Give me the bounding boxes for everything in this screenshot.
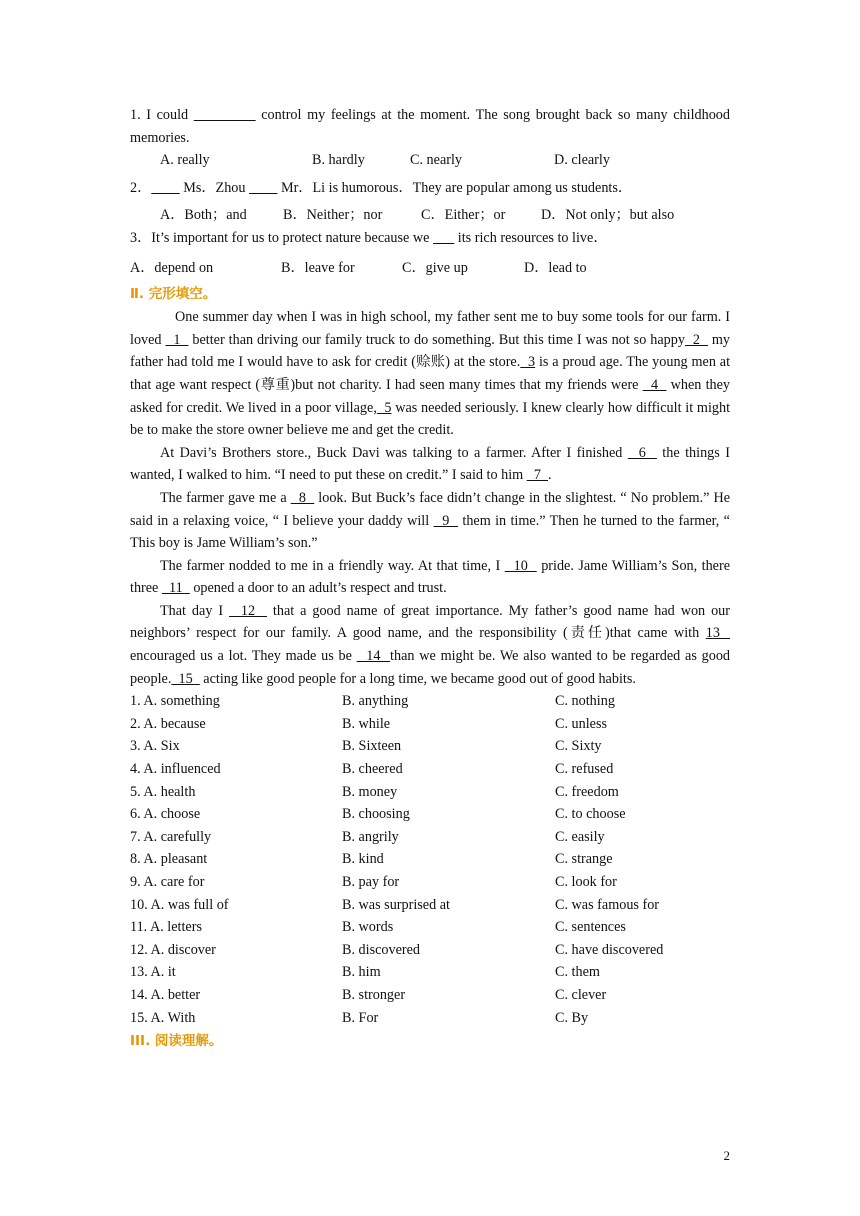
cloze-option-2-c[interactable]: C. unless bbox=[555, 715, 608, 732]
q3-option-a[interactable]: A．depend on bbox=[130, 259, 214, 276]
cloze-option-4-b[interactable]: B. cheered bbox=[342, 761, 403, 778]
page-number: 2 bbox=[723, 1148, 730, 1163]
question-2-blank-2[interactable] bbox=[249, 180, 277, 196]
cloze-option-14-c[interactable]: C. clever bbox=[555, 986, 607, 1003]
p1-text-a: One summer day when I was in high school, my father sent me to buy some tools for our farm. I loved bbox=[130, 309, 730, 348]
passage-paragraph-3 bbox=[130, 487, 730, 555]
p3-text-b: look. But Buck’s face didn’t change in the slightest. “ No problem.” He said in a relaxing voice, “ I believe your daddy will bbox=[130, 489, 730, 529]
p3-text-a: The farmer gave me a bbox=[160, 489, 291, 506]
q3-option-b[interactable]: B．leave for bbox=[281, 259, 355, 276]
cloze-option-13-a[interactable]: 13. A. it bbox=[130, 964, 176, 981]
cloze-option-8-c[interactable]: C. strange bbox=[555, 851, 613, 868]
question-2-text-mid: Ms．Zhou bbox=[179, 179, 250, 196]
q1-option-d[interactable]: D. clearly bbox=[554, 152, 610, 169]
cloze-option-6-a[interactable]: 6. A. choose bbox=[130, 806, 201, 823]
cloze-option-7-c[interactable]: C. easily bbox=[555, 828, 605, 845]
p4-text-b: pride. Jame William’s Son, there three bbox=[130, 557, 731, 597]
question-1-text-start: 1. I could bbox=[130, 107, 189, 123]
cloze-option-10-a[interactable]: 10. A. was full of bbox=[130, 896, 229, 913]
question-2-text-end: Mr．Li is humorous．They are popular among us students． bbox=[277, 179, 633, 196]
cloze-option-9-b[interactable]: B. pay for bbox=[342, 874, 400, 890]
question-1-options bbox=[130, 149, 730, 172]
cloze-option-5-c[interactable]: C. freedom bbox=[555, 783, 619, 800]
question-3-text-end: its rich resources to live． bbox=[454, 229, 608, 246]
passage-paragraph-4 bbox=[130, 555, 730, 600]
cloze-option-2-a[interactable]: 2. A. because bbox=[130, 715, 206, 732]
question-1-text-end: control my feelings at the moment. The song brought back so many childhood memories. bbox=[130, 107, 730, 146]
p3-text-c: them in time.” Then he turned to the farmer, “ This boy is Jame William’s son.” bbox=[130, 512, 730, 552]
blank-15[interactable]: 15 bbox=[171, 670, 200, 687]
p1-text-d: is a proud age. The young men at that age want respect (尊重)but not charity. I had seen many times that my friends were bbox=[130, 354, 731, 393]
cloze-option-15-b[interactable]: B. For bbox=[342, 1009, 379, 1026]
cloze-option-13-c[interactable]: C. them bbox=[555, 964, 600, 981]
blank-8[interactable]: 8 bbox=[290, 489, 315, 506]
question-3 bbox=[130, 227, 730, 250]
blank-3[interactable]: 3 bbox=[520, 354, 536, 371]
question-2-options bbox=[130, 204, 730, 227]
section-3-heading: III. 阅读理解。 bbox=[130, 1033, 223, 1050]
cloze-option-4-a[interactable]: 4. A. influenced bbox=[130, 761, 221, 778]
cloze-option-14-a[interactable]: 14. A. better bbox=[130, 986, 201, 1003]
cloze-option-14-b[interactable]: B. stronger bbox=[342, 986, 406, 1003]
p4-text-c: opened a door to an adult’s respect and trust. bbox=[189, 580, 447, 597]
p1-text-c: my father had told me I would have to ask for credit (赊账) at the store. bbox=[130, 331, 730, 371]
p1-text-e: when they asked for credit. We lived in a poor village, bbox=[130, 376, 731, 416]
cloze-option-5-a[interactable]: 5. A. health bbox=[130, 783, 196, 800]
blank-9[interactable]: 9 bbox=[433, 512, 459, 529]
cloze-option-6-b[interactable]: B. choosing bbox=[342, 806, 410, 823]
cloze-option-11-c[interactable]: C. sentences bbox=[555, 919, 626, 936]
cloze-option-7-b[interactable]: B. angrily bbox=[342, 828, 399, 845]
q3-option-c[interactable]: C．give up bbox=[402, 259, 468, 276]
cloze-option-12-a[interactable]: 12. A. discover bbox=[130, 941, 216, 958]
passage-paragraph-1 bbox=[130, 306, 730, 442]
cloze-option-15-c[interactable]: C. By bbox=[555, 1009, 589, 1026]
blank-10[interactable]: 10 bbox=[504, 557, 537, 574]
question-3-text-start: 3．It’s important for us to protect nature because we bbox=[130, 229, 433, 246]
question-2-blank-1[interactable] bbox=[151, 180, 179, 196]
question-1-blank[interactable] bbox=[194, 107, 256, 123]
cloze-option-3-b[interactable]: B. Sixteen bbox=[342, 738, 402, 755]
blank-13[interactable]: 13 bbox=[705, 625, 731, 642]
cloze-option-11-b[interactable]: B. words bbox=[342, 919, 394, 936]
cloze-option-3-a[interactable]: 3. A. Six bbox=[130, 738, 180, 755]
cloze-option-5-b[interactable]: B. money bbox=[342, 783, 398, 800]
cloze-option-1-c[interactable]: C. nothing bbox=[555, 693, 615, 710]
passage-paragraph-5 bbox=[130, 600, 730, 690]
q2-option-c[interactable]: C．Either；or bbox=[421, 207, 506, 224]
cloze-option-1-a[interactable]: 1. A. something bbox=[130, 693, 220, 710]
p1-text-b: better than driving our family truck to do something. But this time I was not so happy bbox=[188, 331, 685, 348]
cloze-option-10-c[interactable]: C. was famous for bbox=[555, 896, 660, 913]
cloze-options-table bbox=[130, 690, 730, 1029]
blank-1[interactable]: 1 bbox=[165, 331, 189, 348]
section-2-heading: Ⅱ. 完形填空。 bbox=[130, 286, 217, 303]
q1-option-a[interactable]: A. really bbox=[160, 152, 210, 169]
q3-option-d[interactable]: D．lead to bbox=[524, 259, 587, 276]
p2-text-a: At Davi’s Brothers store., Buck Davi was talking to a farmer. After I finished bbox=[160, 444, 628, 461]
p5-text-a: That day I bbox=[160, 602, 230, 619]
blank-12[interactable]: 12 bbox=[229, 602, 267, 619]
cloze-option-9-c[interactable]: C. look for bbox=[555, 874, 617, 890]
question-1 bbox=[130, 104, 730, 149]
question-3-blank[interactable] bbox=[433, 230, 454, 246]
cloze-option-12-b[interactable]: B. discovered bbox=[342, 941, 421, 958]
cloze-option-10-b[interactable]: B. was surprised at bbox=[342, 896, 450, 913]
blank-2[interactable]: 2 bbox=[684, 331, 708, 348]
question-2 bbox=[130, 177, 730, 200]
cloze-option-12-c[interactable]: C. have discovered bbox=[555, 941, 664, 958]
p1-text-f: was needed seriously. I knew clearly how difficult it might be to make the store owner believe me and get the credit. bbox=[130, 399, 731, 439]
blank-4[interactable]: 4 bbox=[642, 376, 667, 393]
cloze-option-13-b[interactable]: B. him bbox=[342, 964, 381, 981]
q2-option-d[interactable]: D．Not only；but also bbox=[541, 207, 675, 224]
cloze-option-15-a[interactable]: 15. A. With bbox=[130, 1009, 196, 1026]
p2-text-b: the things I wanted, I walked to him. “I need to put these on credit.” I said to him bbox=[130, 444, 730, 484]
p5-text-b: that a good name of great importance. My father’s good name had won our neighbors’ respect for our family. A good name, and the responsibility (责任)that came with bbox=[130, 602, 730, 642]
blank-14[interactable]: 14 bbox=[356, 648, 391, 665]
cloze-option-3-c[interactable]: C. Sixty bbox=[555, 738, 602, 755]
q1-option-c[interactable]: C. nearly bbox=[410, 152, 463, 169]
cloze-option-11-a[interactable]: 11. A. letters bbox=[130, 919, 202, 936]
q1-option-b[interactable]: B. hardly bbox=[312, 152, 365, 169]
cloze-option-8-a[interactable]: 8. A. pleasant bbox=[130, 851, 208, 868]
p5-text-d: than we might be. We also wanted to be regarded as good people. bbox=[130, 648, 731, 687]
cloze-option-8-b[interactable]: B. kind bbox=[342, 851, 384, 868]
blank-7[interactable]: 7 bbox=[526, 467, 549, 484]
cloze-option-6-c[interactable]: C. to choose bbox=[555, 806, 626, 823]
blank-11[interactable]: 11 bbox=[161, 580, 190, 597]
cloze-option-4-c[interactable]: C. refused bbox=[555, 761, 614, 778]
passage-paragraph-2 bbox=[130, 442, 730, 487]
p5-text-c: encouraged us a lot. They made us be bbox=[130, 648, 357, 665]
question-2-number: 2． bbox=[130, 179, 152, 196]
cloze-option-2-b[interactable]: B. while bbox=[342, 715, 391, 732]
p4-text-a: The farmer nodded to me in a friendly way. At that time, I bbox=[160, 557, 505, 574]
blank-6[interactable]: 6 bbox=[627, 444, 657, 461]
cloze-option-9-a[interactable]: 9. A. care for bbox=[130, 874, 205, 890]
q2-option-a[interactable]: A．Both；and bbox=[160, 207, 247, 224]
blank-5[interactable]: 5 bbox=[376, 399, 392, 416]
q2-option-b[interactable]: B．Neither；nor bbox=[283, 207, 383, 224]
p2-text-c: . bbox=[548, 467, 552, 484]
cloze-option-7-a[interactable]: 7. A. carefully bbox=[130, 828, 212, 845]
p5-text-e: acting like good people for a long time, we became good out of good habits. bbox=[199, 670, 636, 687]
worksheet-page bbox=[130, 104, 730, 1053]
cloze-option-1-b[interactable]: B. anything bbox=[342, 693, 409, 710]
question-3-options bbox=[130, 257, 730, 280]
